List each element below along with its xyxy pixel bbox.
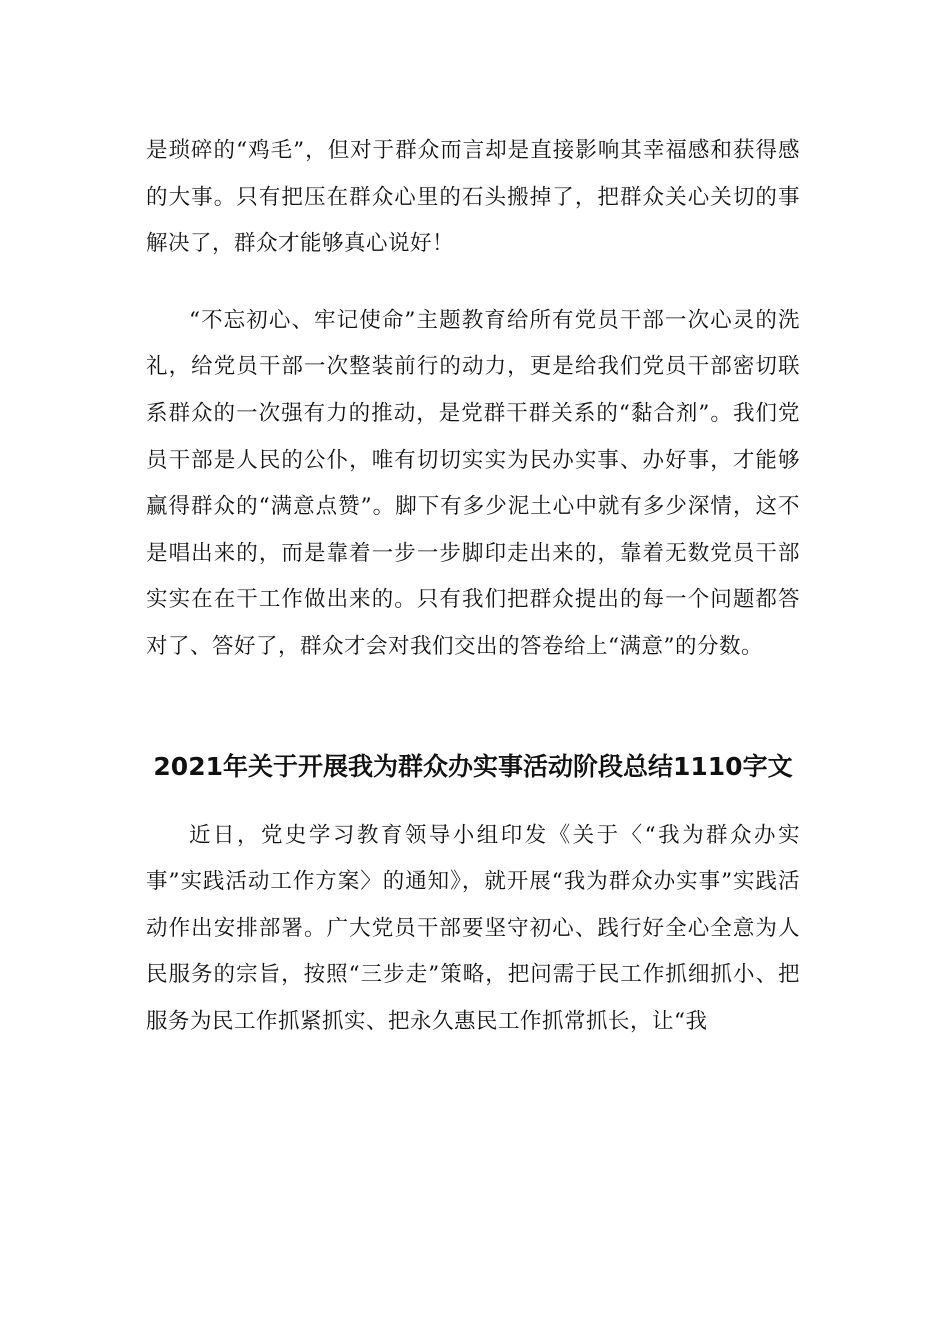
section-spacer [146,671,800,743]
paragraph-continuation: 是琐碎的“鸡毛”，但对于群众而言却是直接影响其幸福感和获得感的大事。只有把压在群众心里的石头搬掉了，把群众关心关切的事解决了，群众才能够真心说好！ [146,138,800,257]
section-heading: 2021年关于开展我为群众办实事活动阶段总结1110字文 [153,751,793,781]
heading-spacer [146,791,800,813]
document-body [146,128,800,1046]
paragraph-spacer [146,268,800,298]
paragraph-notice: 近日，党史学习教育领导小组印发《关于〈“我为群众办实事”实践活动工作方案〉的通知》，就开展“我为群众办实事”实践活动作出安排部署。广大党员干部要坚守初心、践行好全心全意为人民服务的宗旨，按照“三步走”策略，把问需于民工作抓细抓小、把服务为民工作抓紧抓实、把永久惠民工作抓常抓长，让“我 [146,822,800,1034]
paragraph-theme-education: “不忘初心、牢记使命”主题教育给所有党员干部一次心灵的洗礼，给党员干部一次整装前行的动力，更是给我们党员干部密切联系群众的一次强有力的推动，是党群干群关系的“黏合剂”。我们党员干部是人民的公仆，唯有切切实实为民办实事、办好事，才能够赢得群众的“满意点赞”。脚下有多少泥土心中就有多少深情，这不是唱出来的，而是靠着一步一步脚印走出来的，靠着无数党员干部实实在在干工作做出来的。只有我们把群众提出的每一个问题都答对了、答好了，群众才会对我们交出的答卷给上“满意”的分数。 [146,307,800,659]
